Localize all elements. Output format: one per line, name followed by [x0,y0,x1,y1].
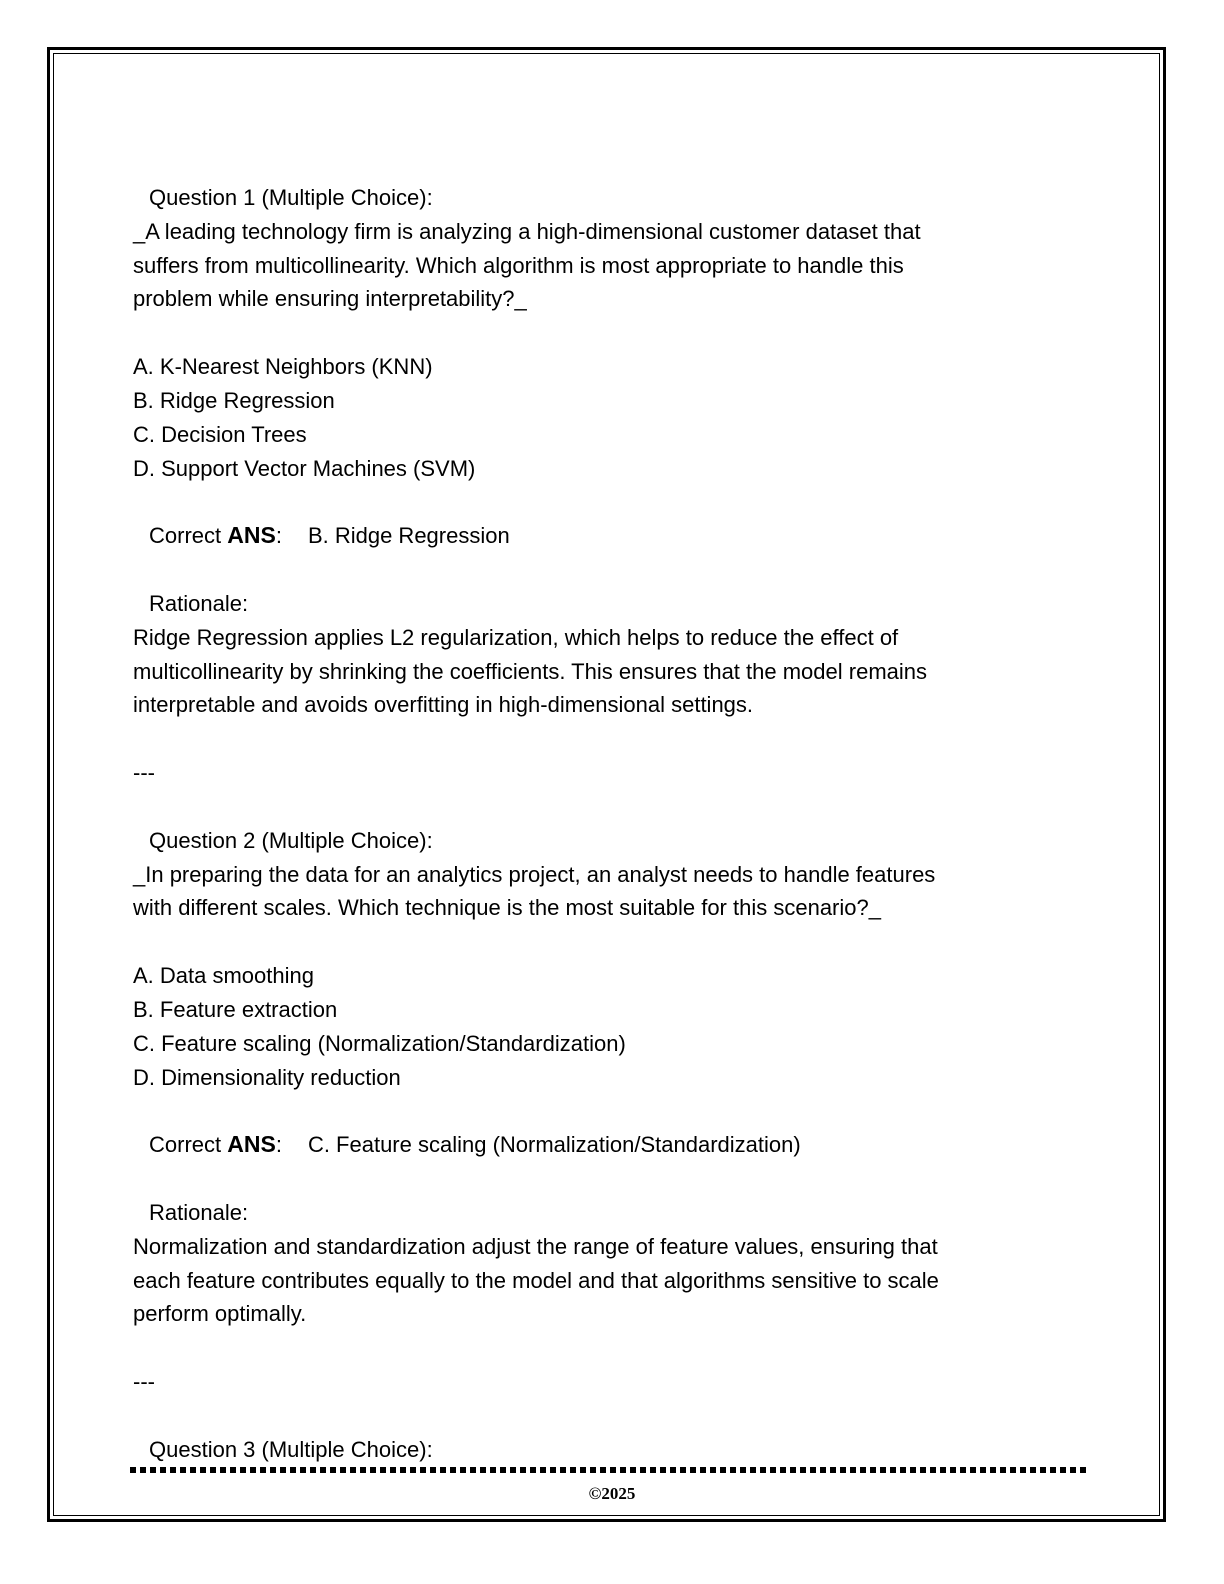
separator: --- [133,1368,155,1394]
question-2-option-d: D. Dimensionality reduction [133,1064,401,1090]
question-1-option-d: D. Support Vector Machines (SVM) [133,455,476,481]
question-1-option-a: A. K-Nearest Neighbors (KNN) [133,354,433,380]
question-1-rationale: multicollinearity by shrinking the coefficients. This ensures that the model remains [133,658,928,684]
question-1-rationale: Ridge Regression applies L2 regularization, which helps to reduce the effect of [133,624,899,650]
question-2-title: Question 2 (Multiple Choice): [149,827,433,853]
question-2-stem: with different scales. Which technique is the most suitable for this scenario?_ [133,895,881,921]
answer-text: C. Feature scaling (Normalization/Standardization) [307,1132,801,1158]
correct-label: Correct [149,1132,228,1158]
separator: --- [133,760,155,786]
question-1-stem: suffers from multicollinearity. Which algorithm is most appropriate to handle this [133,252,904,278]
ans-colon: : [275,1132,282,1158]
question-2-stem: _In preparing the data for an analytics project, an analyst needs to handle features [133,861,936,887]
question-1-rationale-label: Rationale: [149,590,249,616]
question-2-option-a: A. Data smoothing [133,963,314,989]
document-body [133,181,939,1466]
question-3-title: Question 3 (Multiple Choice): [149,1436,433,1462]
question-1-stem: _A leading technology firm is analyzing a high-dimensional customer dataset that [133,218,921,244]
question-1-option-b: B. Ridge Regression [133,387,335,413]
footer-copyright: ©2025 [588,1484,636,1503]
question-2-option-c: C. Feature scaling (Normalization/Standardization) [133,1030,626,1056]
footer-dotted-rule [130,1467,1086,1473]
correct-label: Correct [149,523,228,549]
question-1-rationale: interpretable and avoids overfitting in high-dimensional settings. [133,692,754,718]
question-2-rationale: Normalization and standardization adjust the range of feature values, ensuring that [133,1233,938,1259]
question-1-title: Question 1 (Multiple Choice): [149,185,433,210]
question-2-rationale: perform optimally. [133,1301,307,1327]
answer-text: B. Ridge Regression [307,523,510,549]
ans-label: ANS [227,522,276,549]
question-1-stem: problem while ensuring interpretability?_ [133,286,527,312]
question-2-rationale-label: Rationale: [149,1199,249,1225]
question-2-correct-answer [133,1128,939,1162]
question-1-correct-answer [133,519,939,553]
ans-colon: : [275,523,282,549]
ans-label: ANS [227,1131,276,1158]
question-2-rationale: each feature contributes equally to the model and that algorithms sensitive to scale [133,1267,939,1293]
question-2-option-b: B. Feature extraction [133,996,338,1022]
question-1-option-c: C. Decision Trees [133,421,307,447]
